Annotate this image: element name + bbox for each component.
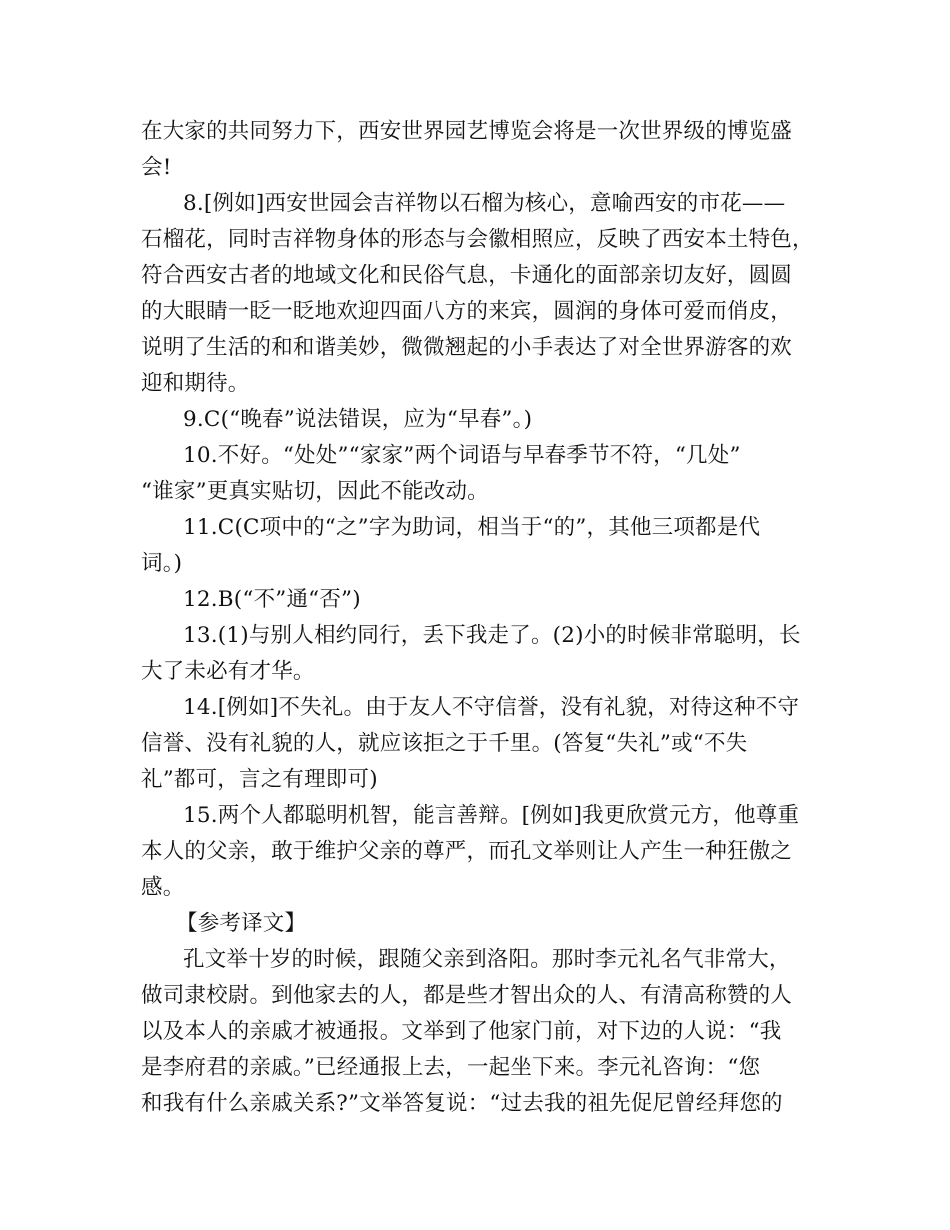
answer-8-line-6: 迎和期待。 [141, 371, 250, 396]
answer-8-line-1: 8.[例如]西安世园会吉祥物以石榴为核心，意喻西安的市花—— [183, 191, 786, 216]
section-heading-translation: 【参考译文】 [176, 911, 307, 936]
text-line-1: 在大家的共同努力下，西安世界园艺博览会将是一次世界级的博览盛 [141, 119, 793, 144]
answer-9: 9.C(“晚春”说法错误，应为“早春”。) [183, 407, 533, 432]
answer-11-line-1: 11.C(C项中的“之”字为助词，相当于“的”，其他三项都是代 [183, 515, 761, 540]
answer-14-line-2: 信誉、没有礼貌的人，就应该拒之于千里。(答复“失礼”或“不失 [141, 731, 748, 756]
answer-15-line-1: 15.两个人都聪明机智，能言善辩。[例如]我更欣赏元方，他尊重 [183, 803, 800, 828]
answer-8-line-2: 石榴花，同时吉祥物身体的形态与会徽相照应，反映了西安本土特色， [141, 227, 814, 252]
answer-8-line-3: 符合西安古者的地域文化和民俗气息，卡通化的面部亲切友好，圆圆 [141, 263, 793, 288]
answer-11-line-2: 词。) [141, 551, 183, 576]
text-line-2: 会! [141, 155, 172, 180]
answer-10-line-1: 10.不好。“处处”“家家”两个词语与早春季节不符，“几处” [183, 443, 741, 468]
translation-line-2: 做司隶校尉。到他家去的人，都是些才智出众的人、有清高称赞的人 [141, 983, 793, 1008]
translation-line-3: 以及本人的亲戚才被通报。文举到了他家门前，对下边的人说：“我 [141, 1019, 782, 1044]
answer-13-line-2: 大了未必有才华。 [141, 659, 315, 684]
answer-15-line-2: 本人的父亲，敢于维护父亲的尊严，而孔文举则让人产生一种狂傲之 [141, 839, 793, 864]
translation-line-5: 和我有什么亲戚关系?”文举答复说：“过去我的祖先促尼曾经拜您的 [141, 1091, 783, 1116]
answer-8-line-5: 说明了生活的和和谐美妙，微微翘起的小手表达了对全世界游客的欢 [141, 335, 793, 360]
answer-8-line-4: 的大眼睛一眨一眨地欢迎四面八方的来宾，圆润的身体可爱而俏皮， [141, 299, 793, 324]
answer-13-line-1: 13.(1)与别人相约同行，丢下我走了。(2)小的时候非常聪明，长 [183, 623, 801, 648]
answer-12: 12.B(“不”通“否”) [183, 587, 361, 612]
answer-15-line-3: 感。 [141, 875, 185, 900]
translation-line-1: 孔文举十岁的时候，跟随父亲到洛阳。那时李元礼名气非常大， [183, 947, 791, 972]
answer-14-line-3: 礼”都可，言之有理即可) [141, 767, 378, 792]
answer-14-line-1: 14.[例如]不失礼。由于友人不守信誉，没有礼貌，对待这种不守 [183, 695, 800, 720]
translation-line-4: 是李府君的亲戚。”已经通报上去，一起坐下来。李元礼咨询：“您 [141, 1055, 761, 1080]
answer-10-line-2: “谁家”更真实贴切，因此不能改动。 [141, 479, 489, 504]
